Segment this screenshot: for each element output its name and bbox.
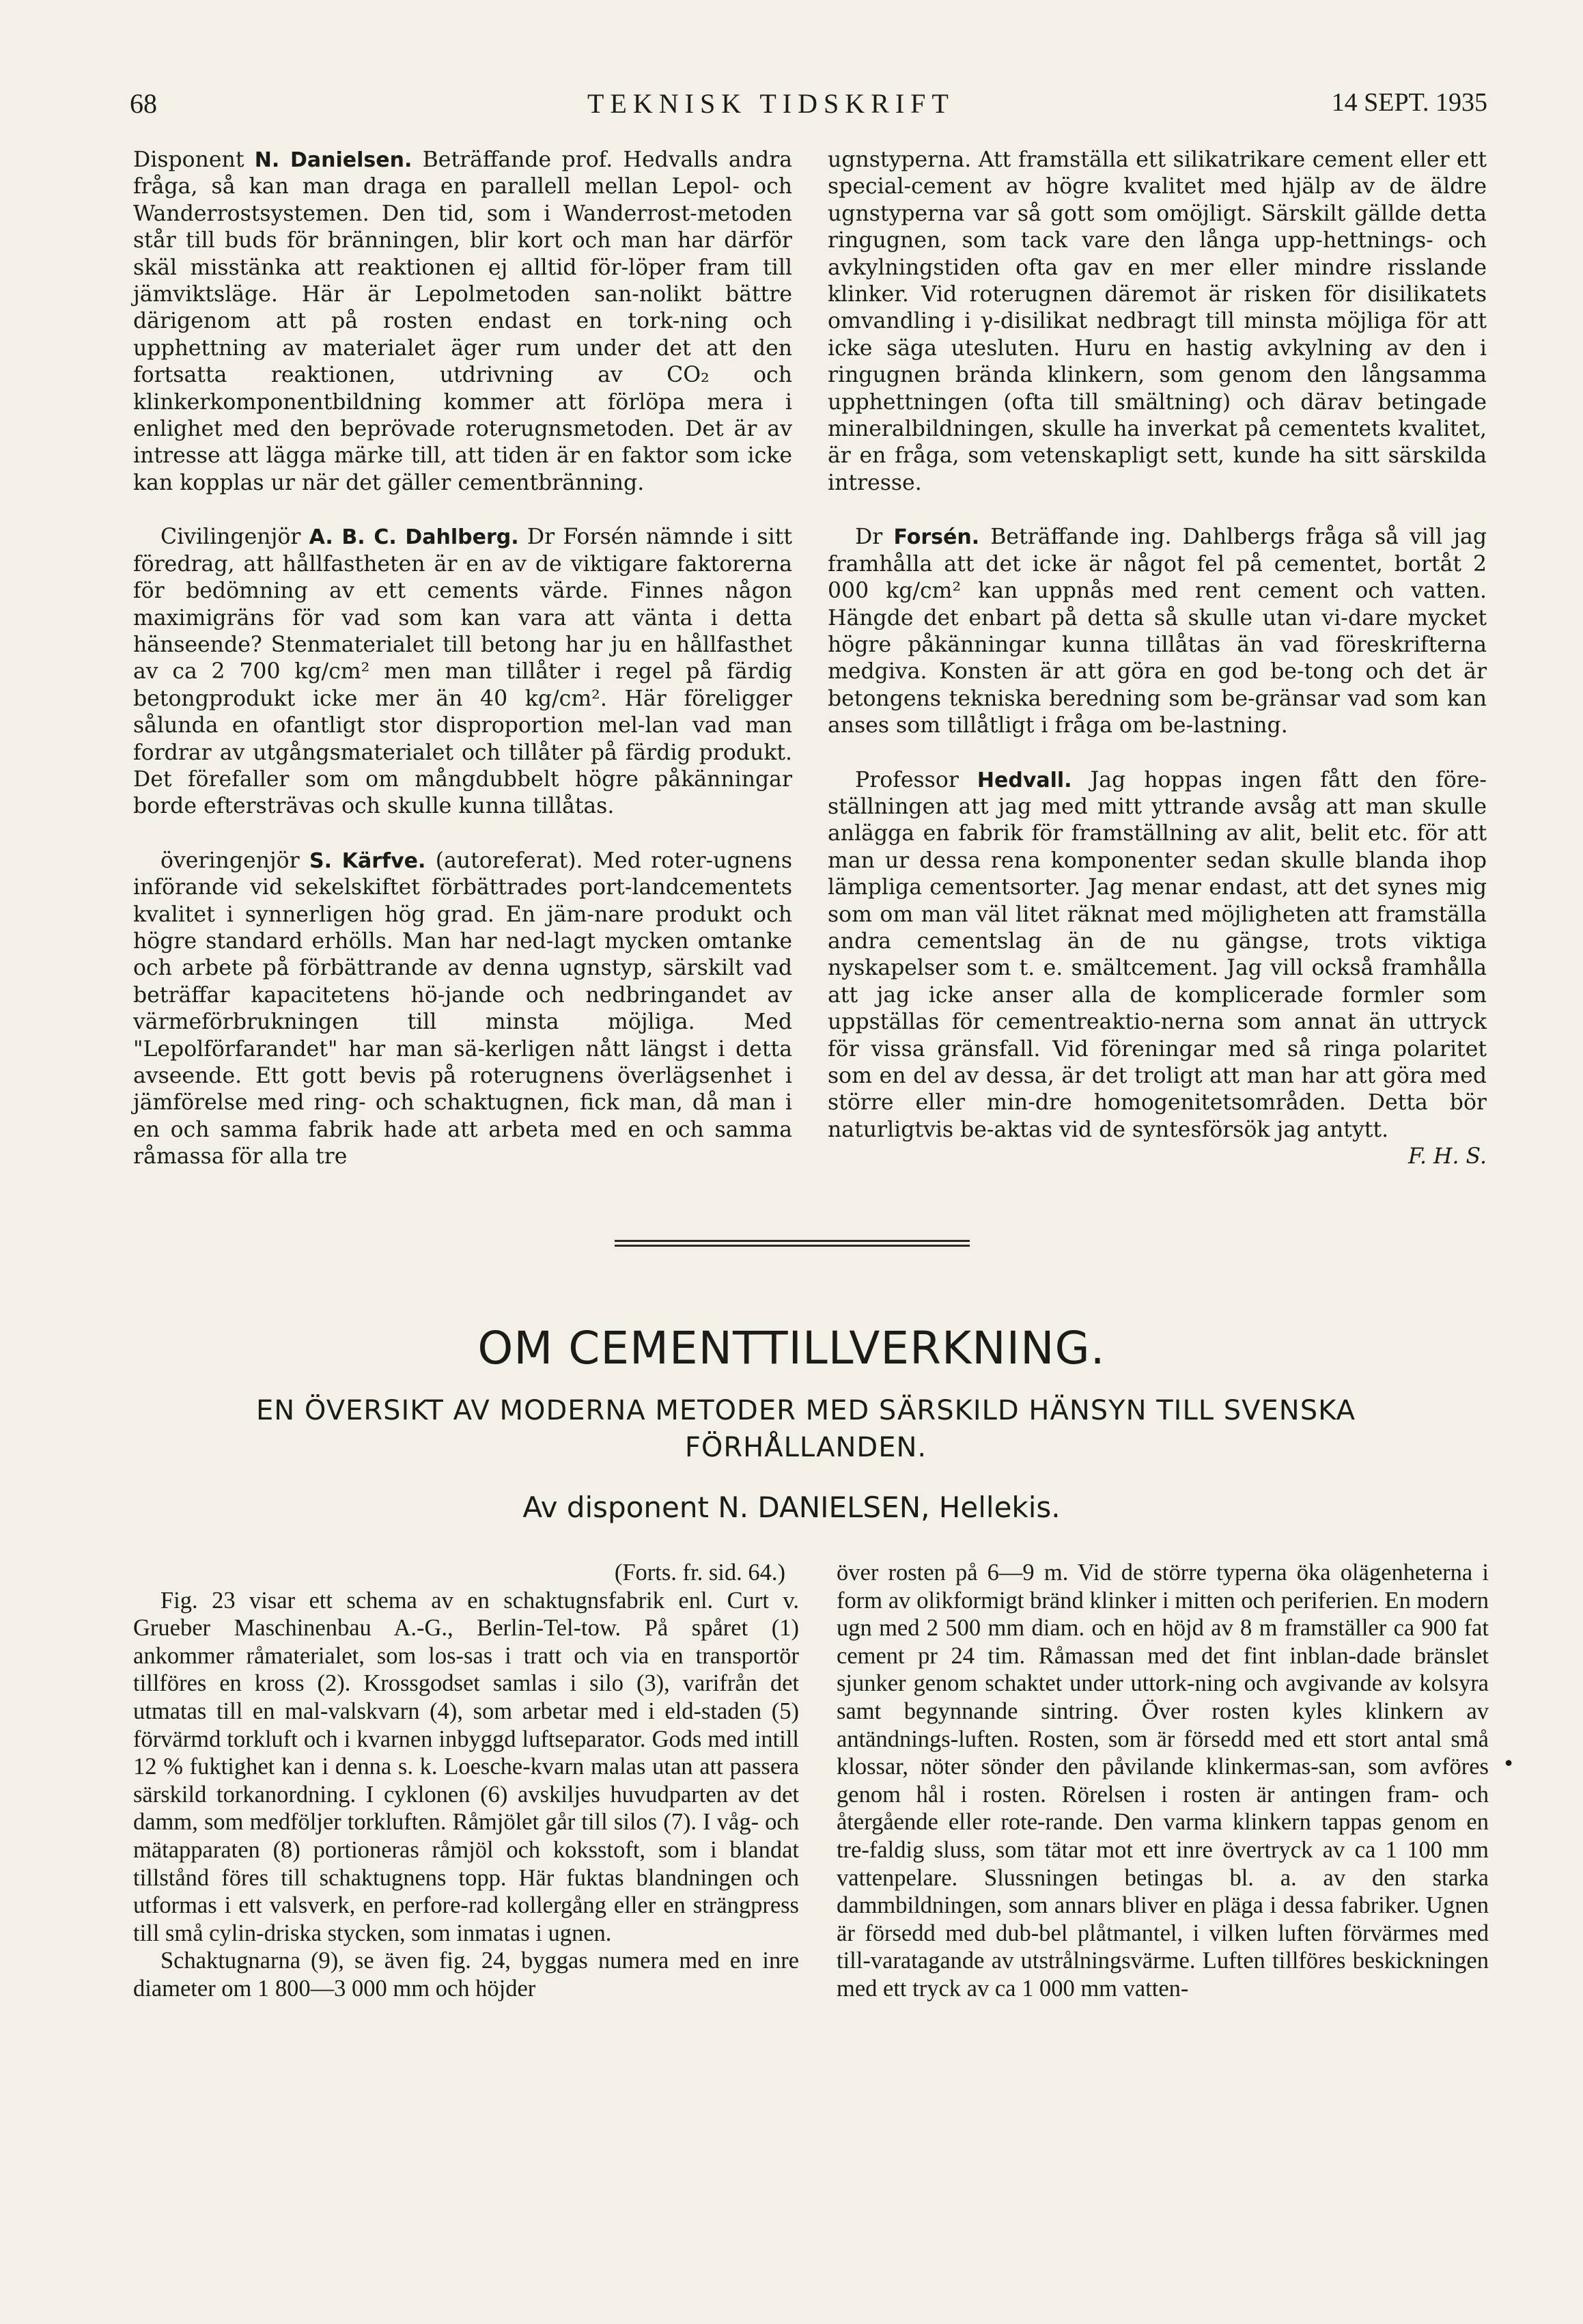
speaker-name: S. Kärfve. <box>309 848 426 873</box>
discussion-right-column <box>828 147 1487 1171</box>
article-paragraph: över rosten på 6—9 m. Vid de större typerna öka olägenheterna i form av olikformigt bränd klinker i mitten och periferien. En modern ugn med 2 500 mm diam. och en höjd av 8 m framställer ca 900 fat cement pr 24 tim. Råmassan med det fint inblan-dade bränslet sjunker genom schaktet under uttork-ning och avgivande av kolsyra samt begynnande sintring. Över rosten kyles klinkern av antändnings-luften. Rosten, som är försedd med ett stort antal små klossar, nöter sönder den påvilande klinkermas-san, som avföres genom hål i rosten. Rörelsen i rosten är antingen fram- och återgående eller rote-rande. Den varma klinkern tappas genom en tre-faldig sluss, som tätar mot ett inre övertryck av ca 1 100 mm vattenpelare. Slussningen betingas bl. a. av den starka dammbildningen, som annars bliver en pläga i dessa fabriker. Ugnen är försedd med dub-bel plåtmantel, i vilken luften förvärmes med till-varatagande av utstrålningsvärme. Luften tillföres beskickningen med ett tryck av ca 1 000 mm vatten- <box>837 1560 1489 2002</box>
speaker-name: Hedvall. <box>977 768 1072 792</box>
article-right-column <box>837 1559 1489 2003</box>
discussion-left-column <box>133 147 792 1171</box>
speaker-name: N. Danielsen. <box>254 148 412 172</box>
discussion-entry <box>828 524 1487 739</box>
page-number: 68 <box>130 88 157 119</box>
article-title: OM CEMENTTILLVERKNING. <box>477 1322 1106 1374</box>
journal-title: TEKNISK TIDSKRIFT <box>587 88 955 119</box>
discussion-entry <box>828 767 1487 1170</box>
continued-note: (Forts. fr. sid. 64.) <box>614 1560 785 1586</box>
speaker-role: Professor <box>855 767 959 792</box>
article-subtitle: EN ÖVERSIKT AV MODERNA METODER MED SÄRSKILD HÄNSYN TILL SVENSKA FÖRHÅLLANDEN. <box>256 1395 1356 1463</box>
discussion-continuation: ugnstyperna. Att framställa ett silikatrikare cement eller ett special-cement av högre kvalitet med hjälp av de äldre ugnstyperna var så gott som omöjligt. Särskilt gällde detta ringugnen, som tack vare den långa upp-hettnings- och avkylningstiden ofta gav en mer eller mindre risslande klinker. Vid roterugnen däremot är risken för disilikatets omvandling i γ-disilikat nedbragt till minsta möjliga för att icke säga utesluten. Huru en hastig avkylning av den i ringugnen brända klinkern, som genom den långsamma upphettningen (ofta till smältning) och därav betingade mineralbildningen, skulle ha inverkat på cementets kvalitet, är en fråga, som vetenskapligt sett, kunde ha sitt särskilda intresse. <box>828 148 1487 495</box>
margin-mark: • <box>1502 1752 1515 1776</box>
speaker-name: A. B. C. Dahlberg. <box>309 525 519 550</box>
speaker-role: Disponent <box>133 148 244 172</box>
speaker-name: Forsén. <box>893 525 980 550</box>
discussion-entry <box>133 848 792 1171</box>
discussion-entry <box>133 147 792 497</box>
discussion-text: Jag hoppas ingen fått den före-ställningen att jag med mitt yttrande avsåg att man skulle anlägga en fabrik för framställning av alit, belit etc. för att man ur dessa rena komponenter sedan skulle blanda ihop lämpliga cementsorter. Jag menar endast, att det synes mig som om man väl litet räknat med möjligheten att framställa andra cementslag än de nu gängse, trots viktiga nyskapelser som t. e. smältcement. Jag vill också framhålla att jag icke anser alla de komplicerade formler som uppställas för cementreaktio-nerna som annat än uttryck för vissa gränsfall. Vid föreningar med så ringa polaritet som en del av dessa, är det troligt att man har att göra med större eller min-dre homogenitetsområden. Detta bör naturligtvis be-aktas vid de syntesförsök jag antytt. <box>828 767 1487 1142</box>
discussion-text: Beträffande ing. Dahlbergs fråga så vill jag framhålla att det icke är något fel på cementet, bortåt 2 000 kg/cm² kan uppnås med rent cement och vatten. Hängde det enbart på detta så skulle utan vi-dare mycket högre påkänningar kunna tillåtas än vad föreskrifterna medgiva. Konsten är att göra en god be-tong och det är betongens tekniska beredning som be-gränsar vad som kan anses som tillåtligt i fråga om be-lastning. <box>828 525 1487 738</box>
issue-date: 14 SEPT. 1935 <box>1331 88 1487 117</box>
discussion-text: Dr Forsén nämnde i sitt föredrag, att hållfastheten är en av de viktigare faktorerna för bedömning av ett cements värde. Finnes någon maximigräns för vad som kan vara att vänta i detta hänseende? Stenmaterialet till betong har ju en hållfasthet av ca 2 700 kg/cm² men man tillåter i regel på färdig betongprodukt icke mer än 40 kg/cm². Här föreligger sålunda en ofantligt stor disproportion mel-lan vad man fordrar av utgångsmaterialet och tillåter på färdig produkt. Det förefaller som om mångdubbelt högre påkänningar borde eftersträvas och skulle kunna tillåtas. <box>133 525 792 819</box>
discussion-entry <box>133 524 792 820</box>
article-left-column <box>133 1559 799 2003</box>
speaker-role: Dr <box>855 525 883 550</box>
section-divider <box>615 1240 970 1247</box>
speaker-role: överingenjör <box>160 848 300 873</box>
article-paragraph: Fig. 23 visar ett schema av en schaktugnsfabrik enl. Curt v. Grueber Maschinenbau A.-G., Berlin-Tel-tow. På spåret (1) ankommer råmaterialet, som los-sas i tratt och via en transportör tillföres en kross (2). Krossgodset samlas i silo (3), varifrån det utmatas till en mal-valskvarn (4), som arbetar med i eld-staden (5) förvärmd torkluft och i kvarnen inbyggd luftseparator. Gods med intill 12 % fuktighet kan i denna s. k. Loesche-kvarn malas utan att passera särskild torkanordning. I cyklonen (6) avskiljes huvudparten av det damm, som medföljer torkluften. Råmjölet går till silos (7). I våg- och mätapparaten (8) portioneras råmjöl och koksstoft, som i blandat tillstånd föres till schaktugnens topp. Här fuktas blandningen och utformas i ett valsverk, en perfore-rad kollergång eller en strängpress till små cylin-driska stycken, som inmatas i ugnen. <box>133 1587 799 1946</box>
article-paragraph: Schaktugnarna (9), se även fig. 24, byggas numera med en inre diameter om 1 800—3 000 mm och höjder <box>133 1948 799 2002</box>
signature: F. H. S. <box>1408 1144 1487 1170</box>
speaker-role: Civilingenjör <box>160 525 301 550</box>
article-byline: Av disponent N. DANIELSEN, Hellekis. <box>522 1491 1061 1524</box>
discussion-text: (autoreferat). Med roter-ugnens införande vid sekelskiftet förbättrades port-landcementets kvalitet i synnerligen hög grad. En jäm-nare produkt och högre standard erhölls. Man har ned-lagt mycken omtanke och arbete på förbättrande av denna ugnstyp, särskilt vad beträffar kapacitetens hö-jande och nedbringandet av värmeförbrukningen till minsta möjliga. Med "Lepolförfarandet" har man sä-kerligen nått längst i detta avseende. Ett gott bevis på roterugnens överlägsenhet i jämförelse med ring- och schaktugnen, fick man, då man i en och samma fabrik hade att arbeta med en och samma råmassa för alla tre <box>133 848 793 1170</box>
running-head <box>130 87 1487 128</box>
discussion-text: Beträffande prof. Hedvalls andra fråga, så kan man draga en parallell mellan Lepol- och Wanderrostsystemen. Den tid, som i Wanderrost-metoden står till buds för bränningen, blir kort och man har därför skäl misstänka att reaktionen ej alltid för-löper fram till jämviktsläge. Här är Lepolmetoden san-nolikt bättre därigenom att på rosten endast en tork-ning och upphettning av materialet äger rum under det att den fortsatta reaktionen, utdrivning av CO₂ och klinkerkomponentbildning kommer att förlöpa mera i enlighet med den beprövade roterugnsmetoden. Det är av intresse att lägga märke till, att tiden är en faktor som icke kan kopplas ur när det gäller cementbränning. <box>133 148 792 495</box>
